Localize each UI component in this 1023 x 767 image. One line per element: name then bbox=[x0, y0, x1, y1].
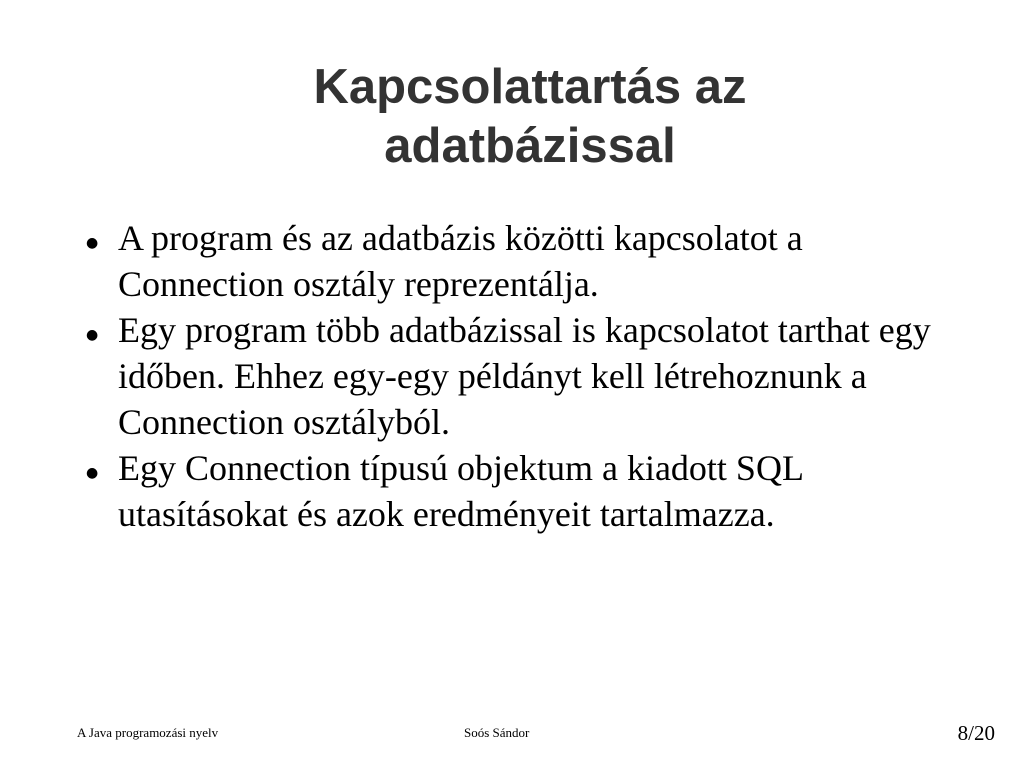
slide-title-line-2: adatbázissal bbox=[384, 119, 676, 173]
bullet-text: Egy program több adatbázissal is kapcsolatot tarthat egy időben. Ehhez egy-egy példányt kell létrehoznunk a Connection osztályból. bbox=[118, 310, 931, 442]
slide-title bbox=[200, 58, 860, 176]
bullet-item bbox=[84, 445, 964, 537]
bullet-item bbox=[84, 215, 964, 307]
slide-title-line-1: Kapcsolattartás az bbox=[313, 60, 747, 114]
bullet-list bbox=[84, 215, 964, 537]
bullet-dot-icon: ● bbox=[86, 327, 99, 343]
bullet-dot-icon: ● bbox=[86, 465, 99, 481]
footer-course-title: A Java programozási nyelv bbox=[77, 725, 219, 740]
bullet-text: Egy Connection típusú objektum a kiadott SQL utasításokat és azok eredményeit tartalmazza. bbox=[118, 448, 803, 534]
bullet-dot-icon: ● bbox=[86, 235, 99, 251]
footer-page-number: 8/20 bbox=[957, 721, 995, 745]
bullet-item bbox=[84, 307, 964, 445]
bullet-text: A program és az adatbázis közötti kapcsolatot a Connection osztály reprezentálja. bbox=[118, 218, 803, 304]
footer-author: Soós Sándor bbox=[464, 725, 530, 740]
